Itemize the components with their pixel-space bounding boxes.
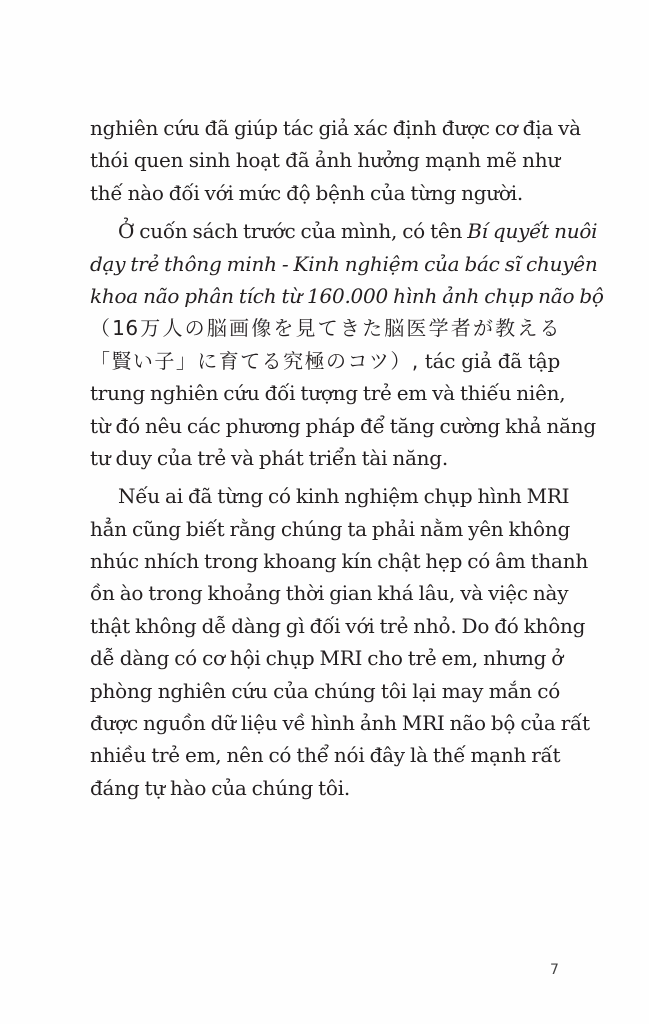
- text-line: ồn ào trong khoảng thời gian khá lâu, và việc này: [90, 581, 569, 606]
- text-line: đáng tự hào của chúng tôi.: [90, 775, 350, 800]
- page-number: 7: [550, 962, 559, 978]
- book-title-italic: khoa não phân tích từ 160.000 hình ảnh chụp não bộ: [90, 283, 604, 308]
- text-line: thật không dễ dàng gì đối với trẻ nhỏ. Do đó không: [90, 613, 586, 638]
- text-line: Nếu ai đã từng có kinh nghiệm chụp hình MRI: [118, 484, 570, 509]
- text-line: phòng nghiên cứu của chúng tôi lại may mắn có: [90, 678, 560, 703]
- text-line: tư duy của trẻ và phát triển tài năng.: [90, 445, 448, 470]
- paragraph-3: [90, 480, 590, 804]
- paragraph-1: [90, 112, 581, 209]
- paragraph-2: [90, 215, 604, 474]
- text-line: từ đó nêu các phương pháp để tăng cường khả năng: [90, 413, 596, 438]
- book-title-italic: dạy trẻ thông minh - Kinh nghiệm của bác sĩ chuyên: [90, 251, 598, 276]
- text-line: được nguồn dữ liệu về hình ảnh MRI não bộ của rất: [90, 711, 590, 736]
- text-line: nhúc nhích trong khoang kín chật hẹp có âm thanh: [90, 549, 588, 574]
- text-line: hẳn cũng biết rằng chúng ta phải nằm yên không: [90, 516, 570, 541]
- text-line: nhiều trẻ em, nên có thể nói đây là thế mạnh rất: [90, 743, 561, 768]
- text-line: thế nào đối với mức độ bệnh của từng người.: [90, 180, 523, 205]
- text-line: dễ dàng có cơ hội chụp MRI cho trẻ em, nhưng ở: [90, 646, 564, 671]
- text-line: nghiên cứu đã giúp tác giả xác định được cơ địa và: [90, 116, 581, 140]
- text-line: thói quen sinh hoạt đã ảnh hưởng mạnh mẽ như: [90, 148, 560, 173]
- japanese-title: 「賢い子」に育てる究極のコツ）,: [90, 348, 419, 373]
- book-title-italic: Bí quyết nuôi: [467, 219, 598, 244]
- text-line: Ở cuốn sách trước của mình, có tên Bí quyết nuôi: [118, 219, 598, 244]
- japanese-title: （16万人の脳画像を見てきた脳医学者が教える: [90, 316, 560, 341]
- text-line: trung nghiên cứu đối tượng trẻ em và thiếu niên,: [90, 381, 566, 406]
- body-text: [90, 112, 604, 804]
- text-line: 「賢い子」に育てる究極のコツ）, tác giả đã tập: [90, 348, 560, 373]
